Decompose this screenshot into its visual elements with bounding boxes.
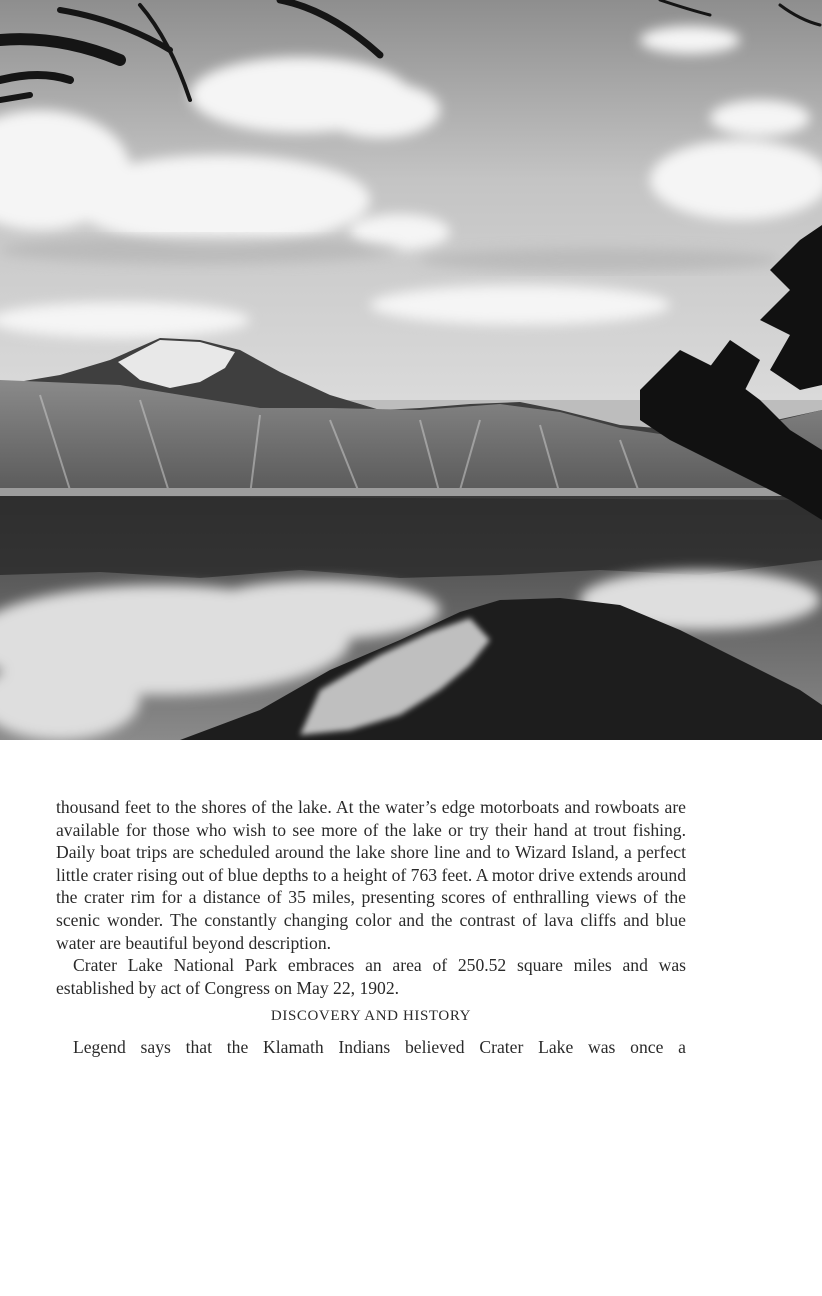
paragraph-park-area: Crater Lake National Park embraces an area of 250.52 square miles and was established by act of Congress on May 22, 1902. [56,955,686,998]
paragraph-lake-activities: thousand feet to the shores of the lake. At the water’s edge motorboats and rowboats are available for those who wish to see more of the lake or try their hand at trout fishing. Daily boat trips are scheduled around the lake shore line and to Wizard Island, a perfect little crater rising out of blue depths to a height of 763 feet. A motor drive extends around the crater rim for a distance of 35 miles, presenting scores of enthralling views of the scenic wonder. The constantly changing color and the contrast of lava cliffs and blue water are beautiful beyond description. [56,797,686,953]
section-heading: DISCOVERY AND HISTORY [270,1008,472,1025]
paragraph-legend: Legend says that the Klamath Indians believed Crater Lake was once a [73,1036,686,1057]
body-text [56,796,686,1059]
